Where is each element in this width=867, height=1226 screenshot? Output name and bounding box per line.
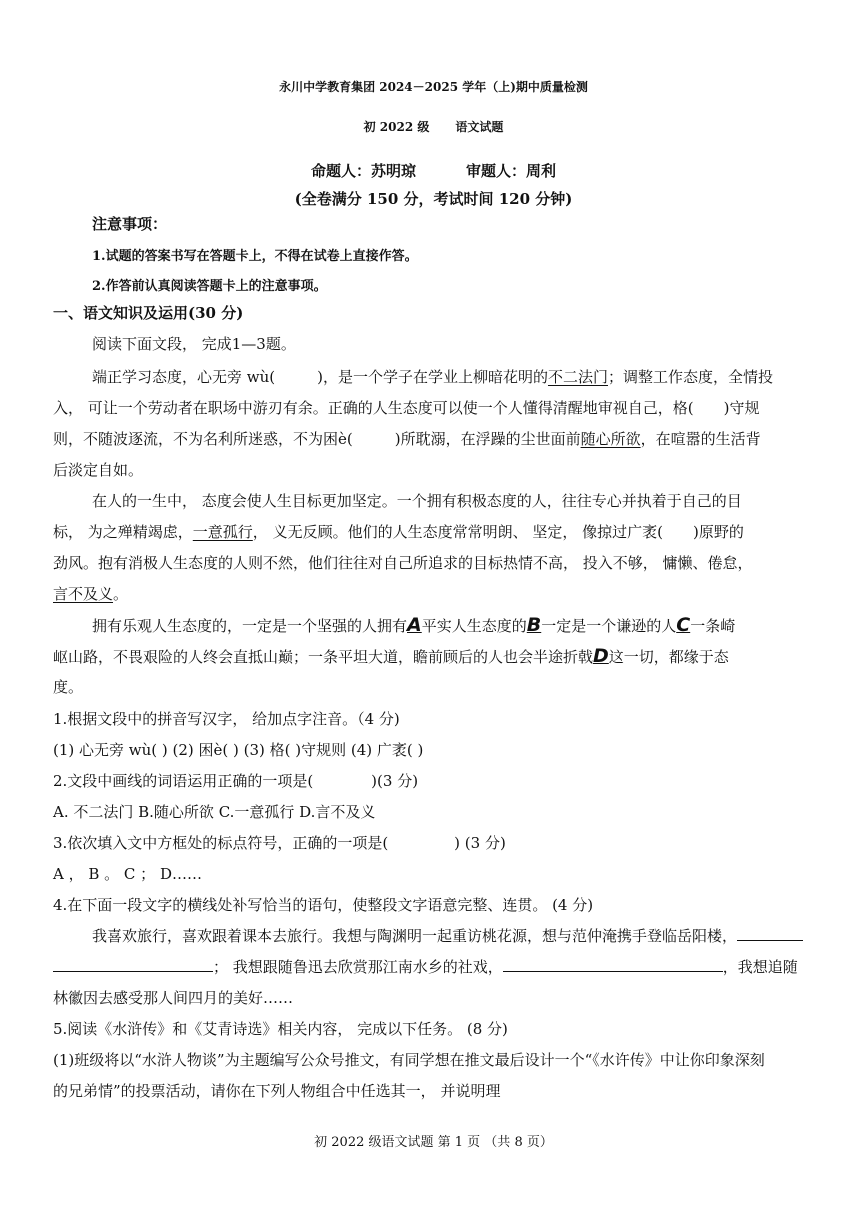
underlined-phrase: 言不及义 (53, 585, 114, 603)
underlined-phrase: 一意孤行 (192, 523, 253, 541)
question-2-stem: 2.文段中画线的词语运用正确的一项是( )(3 分) (53, 772, 419, 790)
subject-label: 语文试题 (455, 120, 504, 134)
question-3-stem: 3.依次填入文中方框处的标点符号，正确的一项是( ) (3 分) (53, 834, 506, 852)
question-5-text: 的兄弟情”的投票活动，请你在下列人物组合中任选其一， 并说明理 (53, 1082, 501, 1100)
answer-blank (503, 957, 723, 972)
passage-line: 言不及义。 (53, 585, 129, 603)
blank-marker-a: A (407, 614, 422, 636)
underlined-phrase: 不二法门 (547, 368, 608, 386)
question-4-text: 林徽因去感受那人间四月的美好…… (53, 989, 294, 1007)
note-item-2: 2.作答前认真阅读答题卡上的注意事项。 (92, 279, 327, 294)
question-4-text: ； 我想跟随鲁迅去欣赏那江南水乡的社戏， ，我想追随 (53, 956, 798, 977)
underlined-phrase: 随心所欲 (580, 430, 641, 448)
question-4-stem: 4.在下面一段文字的横线处补写恰当的语句，使整段文字语意完整、连贯。 (4 分) (53, 896, 594, 914)
passage-line: 度。 (53, 678, 84, 696)
authors-line (0, 160, 867, 181)
blank-marker-b: B (526, 614, 542, 636)
question-1-stem: 1.根据文段中的拼音写汉字， 给加点字注音。（4 分) (53, 710, 400, 728)
question-3-options: A ， B 。 C ； D…… (53, 865, 202, 883)
note-item-1: 1.试题的答案书写在答题卡上，不得在试卷上直接作答。 (92, 249, 418, 264)
passage-line: 岖山路，不畏艰险的人终会直抵山巅；一条平坦大道，瞻前顾后的人也会半途折戟D这一切，都缘于态 (53, 645, 729, 667)
blank-marker-d: D (593, 645, 609, 667)
question-1-options: (1) 心无旁 wù( ) (2) 困è( ) (3) 格( )守规则 (4) 广袤( ) (53, 741, 424, 759)
passage-line: 标， 为之殚精竭虑，一意孤行， 义无反顾。他们的人生态度常常明朗、 坚定， 像掠过广袤( )原野的 (53, 523, 744, 541)
question-5-stem: 5.阅读《水浒传》和《艾青诗选》相关内容， 完成以下任务。 (8 分) (53, 1020, 508, 1038)
passage-line: 后淡定自如。 (53, 461, 144, 479)
exam-subtitle (0, 118, 867, 135)
reviewer: 审题人：周利 (466, 162, 557, 180)
question-5-text: (1)班级将以“水浒人物谈”为主题编写公众号推文，有同学想在推文最后设计一个“《水许传》中让你印象深刻 (53, 1051, 765, 1069)
passage-intro: 阅读下面文段， 完成1—3题。 (92, 335, 296, 353)
exam-info: (全卷满分 150 分，考试时间 120 分钟) (294, 190, 573, 208)
setter: 命题人：苏明琼 (310, 162, 416, 180)
page-footer: 初 2022 级语文试题 第 1 页 （共 8 页） (314, 1135, 553, 1150)
passage-line: 劲风。抱有消极人生态度的人则不然，他们往往对自己所追求的目标热情不高， 投入不够， 慵懒、倦怠， (53, 554, 753, 572)
passage-line: 则，不随波逐流，不为名利所迷惑，不为困è( )所耽溺，在浮躁的尘世面前随心所欲，在喧嚣的生活背 (53, 430, 761, 448)
blank-marker-c: C (676, 614, 691, 636)
question-2-options: A. 不二法门 B.随心所欲 C.一意孤行 D.言不及义 (53, 803, 376, 821)
passage-line: 在人的一生中， 态度会使人生目标更加坚定。一个拥有积极态度的人，往往专心并执着于自己的目 (92, 492, 742, 510)
passage-line: 拥有乐观人生态度的，一定是一个坚强的人拥有A平实人生态度的B一定是一个谦逊的人C一条崎 (92, 614, 736, 636)
answer-blank (737, 926, 803, 941)
section-heading: 一、语文知识及运用(30 分) (53, 304, 244, 322)
passage-line: 端正学习态度，心无旁 wù( )，是一个学子在学业上柳暗花明的不二法门；调整工作态度，全情投 (92, 368, 774, 386)
question-4-text: 我喜欢旅行，喜欢跟着课本去旅行。我想与陶渊明一起重访桃花源，想与范仲淹携手登临岳阳楼， (92, 925, 803, 946)
exam-title: 永川中学教育集团 2024－2025 学年（上)期中质量检测 (279, 80, 588, 94)
grade-label: 初 2022 级 (363, 120, 430, 134)
answer-blank (53, 957, 213, 972)
passage-line: 入， 可让一个劳动者在职场中游刃有余。正确的人生态度可以使一个人懂得清醒地审视自己，格( )守规 (53, 399, 760, 417)
notes-heading: 注意事项： (92, 215, 168, 233)
